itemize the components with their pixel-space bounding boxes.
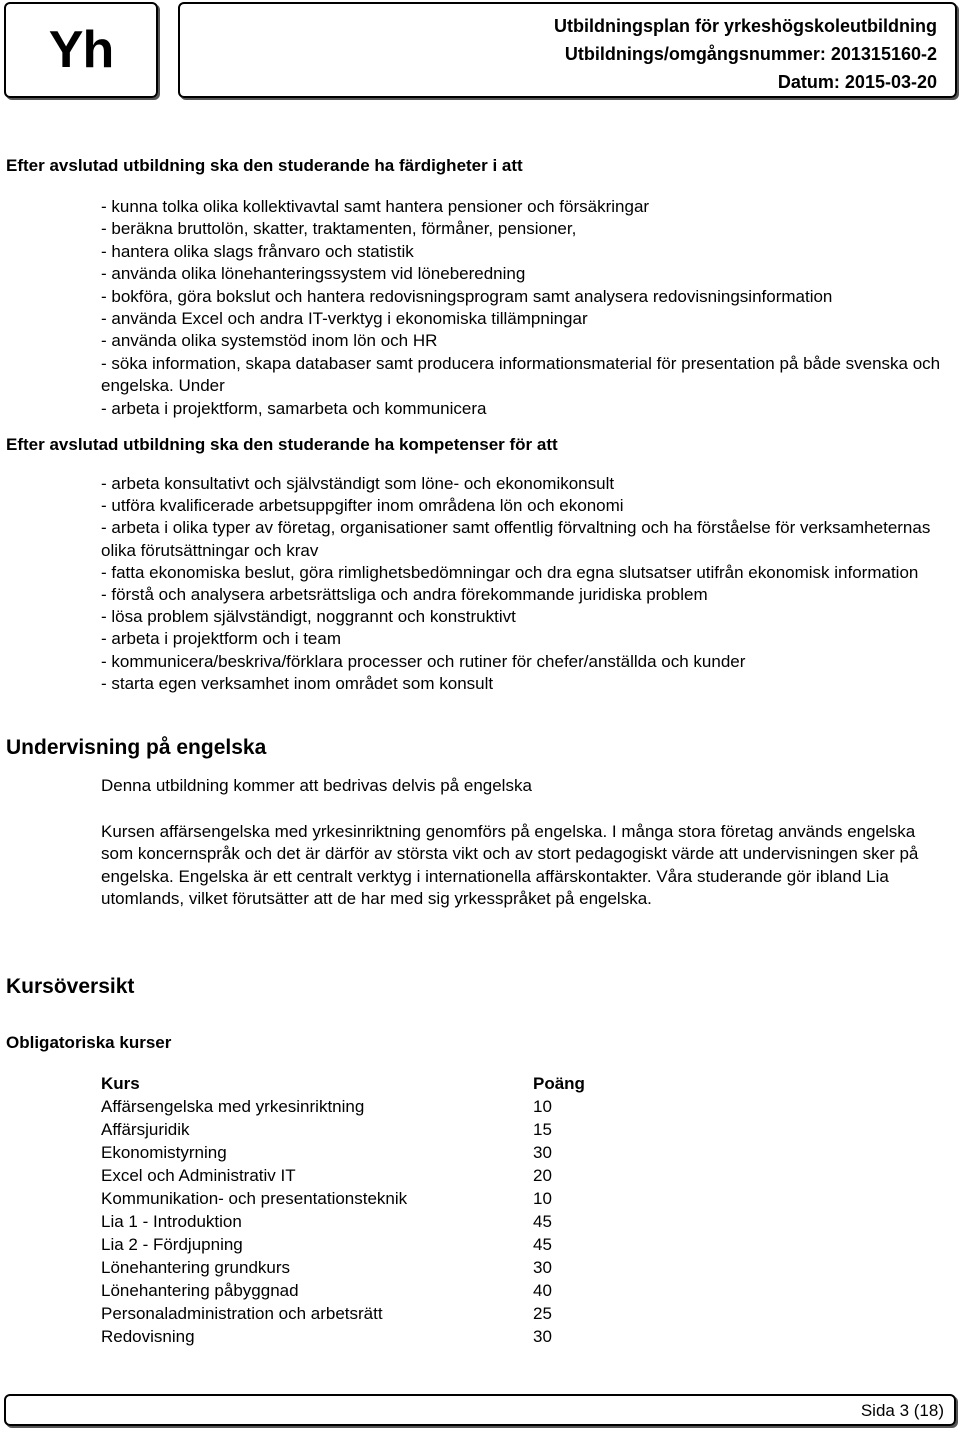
list-item: - arbeta i olika typer av företag, organisationer samt offentlig förvaltning och ha förståelse för verksamheternas olika förutsättningar och krav bbox=[101, 518, 931, 560]
list-item: - utföra kvalificerade arbetsuppgifter inom områdena lön och ekonomi bbox=[101, 496, 624, 516]
list-item: - beräkna bruttolön, skatter, traktamenten, förmåner, pensioner, bbox=[101, 219, 577, 239]
overview-heading: Kursöversikt bbox=[6, 975, 135, 998]
logo bbox=[4, 2, 158, 98]
page-footer bbox=[4, 1394, 956, 1426]
course-points: 30 bbox=[533, 1142, 552, 1162]
table-row bbox=[101, 1095, 585, 1118]
course-name: Kommunikation- och presentationsteknik bbox=[101, 1188, 408, 1208]
list-item: - använda olika systemstöd inom lön och HR bbox=[101, 331, 438, 351]
document-date: Datum: 2015-03-20 bbox=[777, 72, 937, 92]
column-header-course: Kurs bbox=[101, 1073, 140, 1093]
program-number: Utbildnings/omgångsnummer: 201315160-2 bbox=[564, 44, 937, 64]
table-row bbox=[101, 1303, 585, 1326]
english-body: Kursen affärsengelska med yrkesinriktning genomförs på engelska. I många stora företag används engelska som koncernspråk och det är därför av största vikt och av stort pedagogiskt värde att undervisningen sker på engelska. Engelska är ett centralt verktyg i internationella affärskontakter. Våra studerande gör ibland Lia utomlands, vilket förutsätter att de har med sig yrkesspråket på engelska. bbox=[101, 822, 919, 909]
course-points: 20 bbox=[533, 1165, 552, 1185]
skills-heading: Efter avslutad utbildning ska den studerande ha färdigheter i att bbox=[6, 156, 523, 175]
course-points: 10 bbox=[533, 1096, 552, 1116]
list-item: - kunna tolka olika kollektivavtal samt hantera pensioner och försäkringar bbox=[101, 197, 650, 216]
course-name: Affärsengelska med yrkesinriktning bbox=[101, 1096, 365, 1116]
page-header bbox=[178, 2, 957, 98]
course-points: 45 bbox=[533, 1235, 552, 1255]
list-item: - arbeta i projektform och i team bbox=[101, 629, 341, 649]
list-item: - använda Excel och andra IT-verktyg i ekonomiska tillämpningar bbox=[101, 309, 588, 329]
course-points: 30 bbox=[533, 1258, 552, 1278]
list-item: - fatta ekonomiska beslut, göra rimlighetsbedömningar och dra egna slutsatser utifrån ekonomisk information bbox=[101, 562, 919, 582]
course-points: 15 bbox=[533, 1119, 552, 1139]
course-name: Lönehantering påbyggnad bbox=[101, 1281, 299, 1301]
table-header-row bbox=[101, 1072, 585, 1095]
english-heading: Undervisning på engelska bbox=[6, 736, 267, 759]
course-points: 45 bbox=[533, 1212, 552, 1232]
list-item: - hantera olika slags frånvaro och statistik bbox=[101, 241, 414, 261]
table-row bbox=[101, 1141, 585, 1164]
course-points: 40 bbox=[533, 1281, 552, 1301]
column-header-points: Poäng bbox=[533, 1073, 585, 1093]
course-name: Lia 1 - Introduktion bbox=[101, 1212, 242, 1232]
table-row bbox=[101, 1326, 585, 1349]
course-name: Ekonomistyrning bbox=[101, 1142, 227, 1162]
course-name: Affärsjuridik bbox=[101, 1119, 190, 1139]
list-item: - arbeta konsultativt och självständigt som löne- och ekonomikonsult bbox=[101, 474, 615, 493]
logo-text: Yh bbox=[48, 21, 114, 79]
competences-heading: Efter avslutad utbildning ska den studerande ha kompetenser för att bbox=[6, 435, 558, 454]
list-item: - arbeta i projektform, samarbeta och kommunicera bbox=[101, 398, 487, 418]
course-name: Lia 2 - Fördjupning bbox=[101, 1235, 243, 1255]
course-name: Lönehantering grundkurs bbox=[101, 1258, 291, 1278]
course-name: Personaladministration och arbetsrätt bbox=[101, 1304, 383, 1324]
list-item: - söka information, skapa databaser samt producera informationsmaterial för presentation på både svenska och engelska. Under bbox=[101, 353, 941, 396]
course-table bbox=[101, 1072, 585, 1349]
list-item: - använda olika lönehanteringssystem vid löneberedning bbox=[101, 264, 526, 284]
document-title: Utbildningsplan för yrkeshögskoleutbildning bbox=[553, 16, 937, 36]
list-item: - kommunicera/beskriva/förklara processer och rutiner för chefer/anställda och kunder bbox=[101, 651, 746, 671]
table-row bbox=[101, 1210, 585, 1233]
table-row bbox=[101, 1280, 585, 1303]
table-row bbox=[101, 1234, 585, 1257]
course-name: Excel och Administrativ IT bbox=[101, 1165, 296, 1185]
table-row bbox=[101, 1118, 585, 1141]
list-item: - förstå och analysera arbetsrättsliga och andra förekommande juridiska problem bbox=[101, 585, 708, 605]
skills-list bbox=[101, 196, 946, 420]
competences-list bbox=[101, 473, 946, 695]
list-item: - lösa problem självständigt, noggrannt och konstruktivt bbox=[101, 607, 516, 627]
course-points: 30 bbox=[533, 1327, 552, 1347]
table-row bbox=[101, 1164, 585, 1187]
list-item: - bokföra, göra bokslut och hantera redovisningsprogram samt analysera redovisningsinformation bbox=[101, 286, 833, 306]
course-points: 10 bbox=[533, 1188, 552, 1208]
list-item: - starta egen verksamhet inom området som konsult bbox=[101, 673, 494, 693]
table-row bbox=[101, 1187, 585, 1210]
mandatory-courses-heading: Obligatoriska kurser bbox=[6, 1033, 172, 1052]
english-intro: Denna utbildning kommer att bedrivas delvis på engelska bbox=[101, 776, 532, 795]
course-points: 25 bbox=[533, 1304, 552, 1324]
table-row bbox=[101, 1257, 585, 1280]
course-name: Redovisning bbox=[101, 1327, 195, 1347]
page-number: Sida 3 (18) bbox=[860, 1401, 944, 1420]
